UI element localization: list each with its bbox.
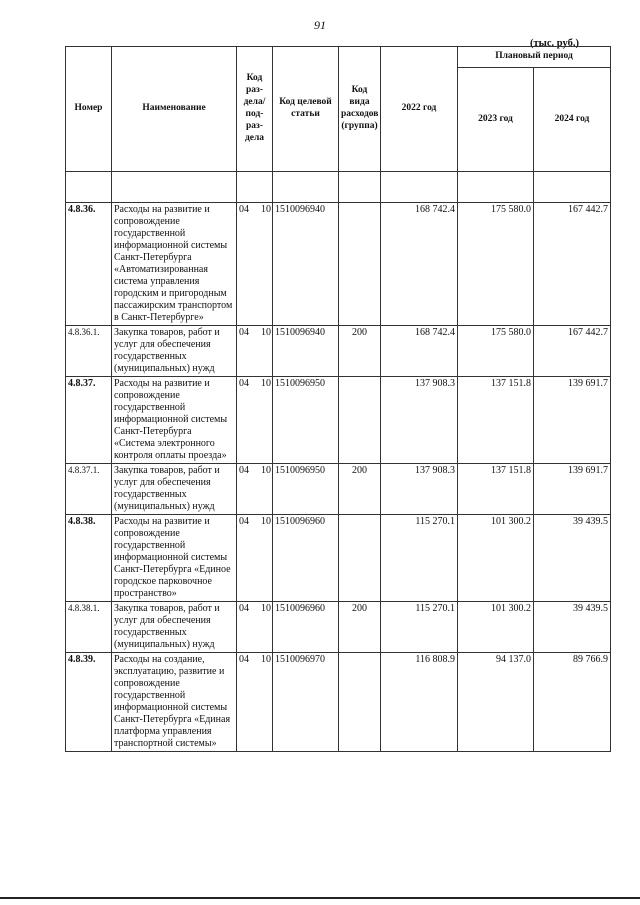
table-row — [66, 377, 611, 464]
row-section-code — [237, 203, 273, 326]
row-section-code — [237, 602, 273, 653]
row-subsection-code: 10 — [261, 465, 271, 476]
header-2022: 2022 год — [381, 47, 458, 172]
row-number: 4.8.38.1. — [66, 602, 112, 653]
row-number: 4.8.38. — [66, 515, 112, 602]
row-number: 4.8.37.1. — [66, 464, 112, 515]
header-2023: 2023 год — [458, 68, 534, 172]
row-section-code: 04 — [239, 516, 249, 527]
table-row — [66, 653, 611, 752]
row-section-code: 04 — [239, 465, 249, 476]
row-section-code: 04 — [239, 378, 249, 389]
row-amount-2022: 115 270.1 — [381, 602, 458, 653]
row-section-code — [237, 515, 273, 602]
row-expense-type — [339, 515, 381, 602]
row-amount-2023: 175 580.0 — [458, 326, 534, 377]
row-expense-type: 200 — [339, 326, 381, 377]
row-section-code: 04 — [239, 654, 249, 665]
row-amount-2023: 175 580.0 — [458, 203, 534, 326]
row-section-code — [237, 326, 273, 377]
row-target-code: 1510096950 — [273, 464, 339, 515]
row-amount-2023: 137 151.8 — [458, 464, 534, 515]
header-target: Код целевой статьи — [273, 47, 339, 172]
row-section-code: 04 — [239, 327, 249, 338]
table-row — [66, 203, 611, 326]
row-subsection-code: 10 — [261, 603, 271, 614]
row-expense-type — [339, 203, 381, 326]
row-section-code: 04 — [239, 603, 249, 614]
row-amount-2024: 89 766.9 — [534, 653, 611, 752]
row-name: Закупка товаров, работ и услуг для обеспечения государственных (муниципальных) нужд — [112, 464, 237, 515]
row-name: Расходы на создание, эксплуатацию, развитие и сопровождение государственной информационной системы Санкт-Петербурга «Единая платформа управления транспортной системы» — [112, 653, 237, 752]
table-row — [66, 515, 611, 602]
row-expense-type: 200 — [339, 464, 381, 515]
row-amount-2024: 167 442.7 — [534, 326, 611, 377]
row-name: Расходы на развитие и сопровождение государственной информационной системы Санкт-Петербурга «Автоматизированная система управления городским и пригородным пассажирским транспортом в Санкт-Петербурге» — [112, 203, 237, 326]
row-section-code — [237, 377, 273, 464]
units-label: (тыс. руб.) — [530, 38, 579, 49]
row-target-code: 1510096950 — [273, 377, 339, 464]
row-name: Расходы на развитие и сопровождение государственной информационной системы Санкт-Петербурга «Единое городское парковочное пространство» — [112, 515, 237, 602]
row-amount-2024: 39 439.5 — [534, 602, 611, 653]
table-row — [66, 464, 611, 515]
row-amount-2022: 168 742.4 — [381, 326, 458, 377]
row-amount-2024: 167 442.7 — [534, 203, 611, 326]
row-amount-2024: 39 439.5 — [534, 515, 611, 602]
row-target-code: 1510096940 — [273, 326, 339, 377]
row-section-code: 04 — [239, 204, 249, 215]
row-expense-type: 200 — [339, 602, 381, 653]
row-name: Расходы на развитие и сопровождение государственной информационной системы Санкт-Петербурга «Система электронного контроля оплаты проезда» — [112, 377, 237, 464]
row-expense-type — [339, 377, 381, 464]
row-amount-2023: 137 151.8 — [458, 377, 534, 464]
row-target-code: 1510096960 — [273, 602, 339, 653]
row-section-code — [237, 464, 273, 515]
header-plan-period: Плановый период — [458, 47, 611, 68]
row-number: 4.8.36. — [66, 203, 112, 326]
row-subsection-code: 10 — [261, 327, 271, 338]
row-target-code: 1510096960 — [273, 515, 339, 602]
row-amount-2023: 94 137.0 — [458, 653, 534, 752]
header-expense-type: Код вида расходов (группа) — [339, 47, 381, 172]
table-row — [66, 602, 611, 653]
row-subsection-code: 10 — [261, 204, 271, 215]
header-section: Код раз- дела/ под- раз- дела — [237, 47, 273, 172]
row-amount-2022: 115 270.1 — [381, 515, 458, 602]
row-number: 4.8.36.1. — [66, 326, 112, 377]
budget-table — [65, 46, 611, 752]
header-number: Номер — [66, 47, 112, 172]
table-row — [66, 326, 611, 377]
row-number: 4.8.39. — [66, 653, 112, 752]
row-name: Закупка товаров, работ и услуг для обеспечения государственных (муниципальных) нужд — [112, 602, 237, 653]
row-section-code — [237, 653, 273, 752]
row-name: Закупка товаров, работ и услуг для обеспечения государственных (муниципальных) нужд — [112, 326, 237, 377]
page-number: 91 — [314, 18, 326, 32]
page-bottom-rule — [0, 897, 640, 899]
row-subsection-code: 10 — [261, 516, 271, 527]
row-subsection-code: 10 — [261, 654, 271, 665]
row-amount-2022: 137 908.3 — [381, 377, 458, 464]
row-amount-2024: 139 691.7 — [534, 464, 611, 515]
row-amount-2022: 116 808.9 — [381, 653, 458, 752]
header-spacer-row — [66, 172, 611, 203]
row-amount-2022: 137 908.3 — [381, 464, 458, 515]
row-amount-2023: 101 300.2 — [458, 515, 534, 602]
row-amount-2023: 101 300.2 — [458, 602, 534, 653]
row-expense-type — [339, 653, 381, 752]
row-subsection-code: 10 — [261, 378, 271, 389]
header-name: Наименование — [112, 47, 237, 172]
row-amount-2024: 139 691.7 — [534, 377, 611, 464]
row-target-code: 1510096970 — [273, 653, 339, 752]
row-number: 4.8.37. — [66, 377, 112, 464]
row-target-code: 1510096940 — [273, 203, 339, 326]
row-amount-2022: 168 742.4 — [381, 203, 458, 326]
header-2024: 2024 год — [534, 68, 611, 172]
